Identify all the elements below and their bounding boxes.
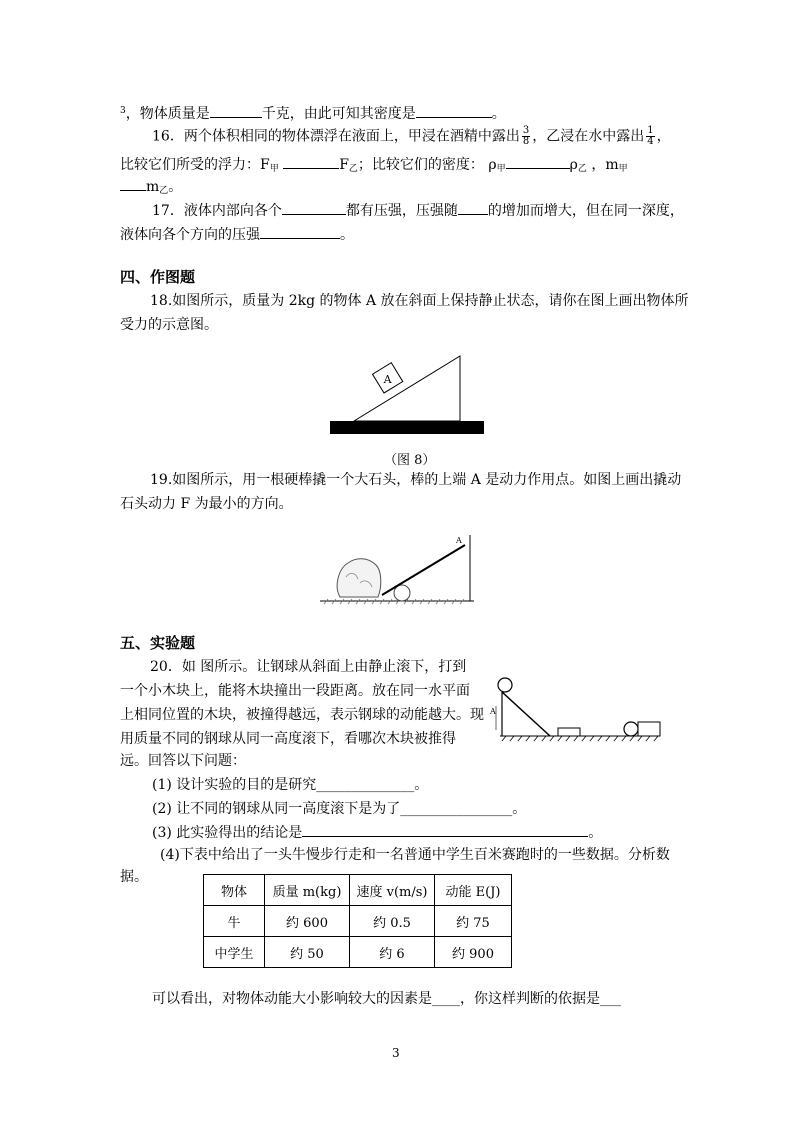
table-header-row: 物体 质量 m(kg) 速度 v(m/s) 动能 E(J) bbox=[204, 875, 512, 906]
block-a bbox=[373, 363, 403, 393]
question-20-sub1: (1) 设计实验的目的是研究______________。 bbox=[152, 777, 429, 793]
ground-base bbox=[330, 421, 484, 434]
steel-ball-top bbox=[498, 678, 512, 692]
answer-blank[interactable] bbox=[416, 103, 492, 118]
answer-blank[interactable] bbox=[506, 154, 570, 169]
section-5-title: 五、实验题 bbox=[120, 634, 196, 652]
question-20-line3: 上相同位置的木块，被撞得越远，表示钢球的动能越大。现 bbox=[120, 707, 484, 723]
answer-blank[interactable] bbox=[282, 200, 346, 215]
question-19-line1: 19.如图所示，用一根硬棒撬一个大石头，棒的上端 A 是动力作用点。如图上画出撬动 bbox=[150, 472, 682, 488]
figure-8-caption: （图 8） bbox=[384, 453, 436, 468]
question-20-line1: 20．如 图所示。让钢球从斜面上由静止滚下，打到 bbox=[150, 659, 467, 675]
question-16-line1: 16．两个体积相同的物体漂浮在液面上，甲浸在酒精中露出 $\frac{3}{8}$ ，乙浸在水中露出 $\frac{1}{4}$ ， bbox=[152, 125, 671, 147]
lever-figure bbox=[320, 533, 474, 605]
steel-ball-bottom bbox=[624, 722, 638, 736]
density-question-line: $^3$，物体质量是 千克，由此可知其密度是 。 bbox=[120, 102, 506, 123]
question-20-line4: 用质量不同的钢球从同一高度滚下，看哪次木块被推得 bbox=[120, 731, 456, 747]
question-19-line2: 石头动力 F 为最小的方向。 bbox=[120, 496, 293, 512]
question-20-sub2: (2) 让不同的钢球从同一高度滚下是为了________________。 bbox=[152, 801, 527, 817]
fraction-1-4: $\frac{1}{4}$ bbox=[647, 125, 654, 147]
data-table bbox=[203, 874, 512, 968]
incline-figure bbox=[326, 350, 488, 440]
fraction-3-8: $\frac{3}{8}$ bbox=[522, 125, 530, 147]
question-20-final-line: 可以看出，对物体动能大小影响较大的因素是____，你这样判断的依据是___ bbox=[152, 991, 621, 1007]
lever-rod bbox=[382, 545, 465, 595]
question-16-line2: 比较它们所受的浮力：$F_甲$ $F_乙$；比较它们的密度： $\rho_甲$ $\rho_乙$ ，$m_甲$ bbox=[120, 154, 628, 178]
ramp-slope bbox=[502, 692, 550, 736]
question-16-line3: $m_乙$。 bbox=[120, 176, 182, 200]
question-18-line1: 18.如图所示，质量为 2kg 的物体 A 放在斜面上保持静止状态，请你在图上画出物体所 bbox=[150, 293, 689, 309]
answer-blank[interactable] bbox=[458, 200, 488, 215]
answer-blank[interactable] bbox=[283, 154, 339, 169]
track-hatch bbox=[502, 736, 658, 741]
section-4-title: 四、作图题 bbox=[120, 268, 196, 286]
wood-block-end bbox=[638, 722, 660, 736]
question-20-sub3: (3) 此实验得出的结论是 。 bbox=[152, 822, 602, 842]
answer-blank[interactable] bbox=[302, 822, 588, 837]
question-17-line2: 液体向各个方向的压强 。 bbox=[120, 224, 354, 244]
table-row: 牛 约 600 约 0.5 约 75 bbox=[204, 906, 512, 937]
point-a-label: A bbox=[456, 536, 462, 545]
answer-blank[interactable] bbox=[210, 103, 262, 118]
table-row: 中学生 约 50 约 6 约 900 bbox=[204, 937, 512, 968]
question-20-line2: 一个小木块上，能将木块撞出一段距离。放在同一水平面 bbox=[120, 683, 470, 699]
question-17-line1: 17．液体内部向各个 都有压强，压强随 的增加而增大，但在同一深度， bbox=[152, 200, 684, 220]
page-number: 3 bbox=[392, 1046, 400, 1060]
exponent: 3 bbox=[120, 106, 126, 116]
incline-slope bbox=[354, 356, 460, 421]
question-20-sub4-line1: (4)下表中给出了一头牛慢步行走和一名普通中学生百米赛跑时的一些数据。分析数 bbox=[160, 847, 670, 863]
large-rock bbox=[337, 559, 381, 597]
wood-block-start bbox=[558, 728, 580, 736]
height-label: A bbox=[490, 707, 496, 716]
ramp-experiment-figure bbox=[488, 670, 662, 744]
question-20-sub4-line2: 据。 bbox=[120, 869, 148, 885]
question-20-line5: 远。回答以下问题： bbox=[120, 753, 246, 769]
question-18-line2: 受力的示意图。 bbox=[120, 317, 218, 333]
answer-blank[interactable] bbox=[120, 176, 146, 191]
svg-text:A: A bbox=[383, 372, 392, 386]
answer-blank[interactable] bbox=[260, 224, 340, 239]
